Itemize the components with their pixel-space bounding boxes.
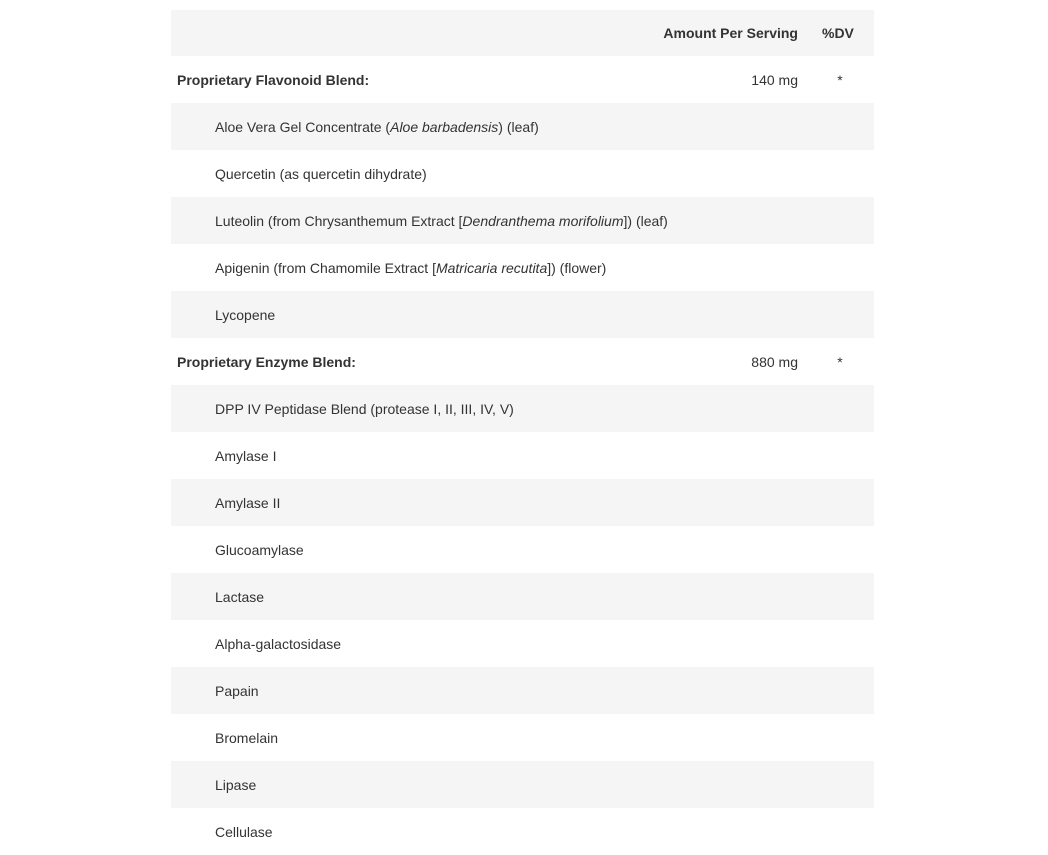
ingredient-text: Luteolin (from Chrysanthemum Extract [ bbox=[215, 212, 463, 229]
ingredient-name bbox=[215, 260, 606, 276]
ingredient-name bbox=[215, 683, 259, 699]
ingredient-name bbox=[215, 495, 280, 511]
ingredient-name bbox=[215, 401, 514, 417]
ingredient-text: Lycopene bbox=[215, 306, 276, 323]
ingredient-latin-name: Matricaria recutita bbox=[435, 259, 548, 276]
ingredient-latin-name: Dendranthema morifolium bbox=[462, 212, 624, 229]
blend-name: Proprietary Enzyme Blend: bbox=[177, 353, 356, 370]
table-row bbox=[171, 479, 874, 526]
ingredient-name bbox=[215, 777, 256, 793]
ingredient-name bbox=[215, 636, 341, 652]
ingredient-text: Apigenin (from Chamomile Extract [ bbox=[215, 259, 436, 276]
blend-dv: * bbox=[837, 71, 843, 88]
ingredient-text: ]) (flower) bbox=[547, 259, 607, 276]
table-row bbox=[171, 714, 874, 761]
table-row bbox=[171, 667, 874, 714]
ingredient-text: Glucoamylase bbox=[215, 541, 304, 558]
ingredient-text: Alpha-galactosidase bbox=[215, 635, 342, 652]
blend-dv: * bbox=[837, 353, 843, 370]
ingredient-text: Amylase I bbox=[215, 447, 277, 464]
table-row bbox=[171, 526, 874, 573]
table-row bbox=[171, 103, 874, 150]
ingredient-text: Lipase bbox=[215, 776, 257, 793]
ingredient-text: DPP IV Peptidase Blend (protease I, II, III, IV, V) bbox=[215, 400, 514, 417]
ingredient-name bbox=[215, 542, 304, 558]
ingredient-name bbox=[215, 213, 668, 229]
ingredient-text: ) (leaf) bbox=[498, 118, 539, 135]
blend-row bbox=[171, 56, 874, 103]
ingredient-name bbox=[215, 589, 264, 605]
table-header-row bbox=[171, 10, 874, 56]
blend-row bbox=[171, 338, 874, 385]
ingredient-name bbox=[215, 119, 539, 135]
table-row bbox=[171, 291, 874, 338]
table-row bbox=[171, 432, 874, 479]
table-row bbox=[171, 244, 874, 291]
table-row bbox=[171, 385, 874, 432]
table-row bbox=[171, 150, 874, 197]
blend-name: Proprietary Flavonoid Blend: bbox=[177, 71, 370, 88]
percent-dv-header: %DV bbox=[822, 25, 854, 41]
table-row bbox=[171, 197, 874, 244]
ingredient-text: Bromelain bbox=[215, 729, 279, 746]
ingredient-name bbox=[215, 448, 276, 464]
ingredient-latin-name: Aloe barbadensis bbox=[390, 118, 499, 135]
ingredient-text: Cellulase bbox=[215, 823, 273, 840]
ingredient-text: ]) (leaf) bbox=[623, 212, 668, 229]
ingredient-text: Papain bbox=[215, 682, 259, 699]
blend-amount: 140 mg bbox=[751, 71, 798, 88]
table-row bbox=[171, 620, 874, 667]
table-row bbox=[171, 761, 874, 808]
table-row bbox=[171, 573, 874, 620]
ingredient-text: Amylase II bbox=[215, 494, 281, 511]
ingredient-name bbox=[215, 824, 273, 840]
ingredient-text: Aloe Vera Gel Concentrate ( bbox=[215, 118, 391, 135]
amount-per-serving-header: Amount Per Serving bbox=[663, 25, 798, 41]
blend-amount: 880 mg bbox=[751, 353, 798, 370]
ingredient-text: Lactase bbox=[215, 588, 265, 605]
ingredient-name bbox=[215, 307, 275, 323]
ingredient-name bbox=[215, 166, 427, 182]
supplement-facts-table bbox=[171, 10, 874, 855]
table-row bbox=[171, 808, 874, 855]
ingredient-text: Quercetin (as quercetin dihydrate) bbox=[215, 165, 427, 182]
ingredient-name bbox=[215, 730, 278, 746]
table-body bbox=[171, 56, 874, 855]
